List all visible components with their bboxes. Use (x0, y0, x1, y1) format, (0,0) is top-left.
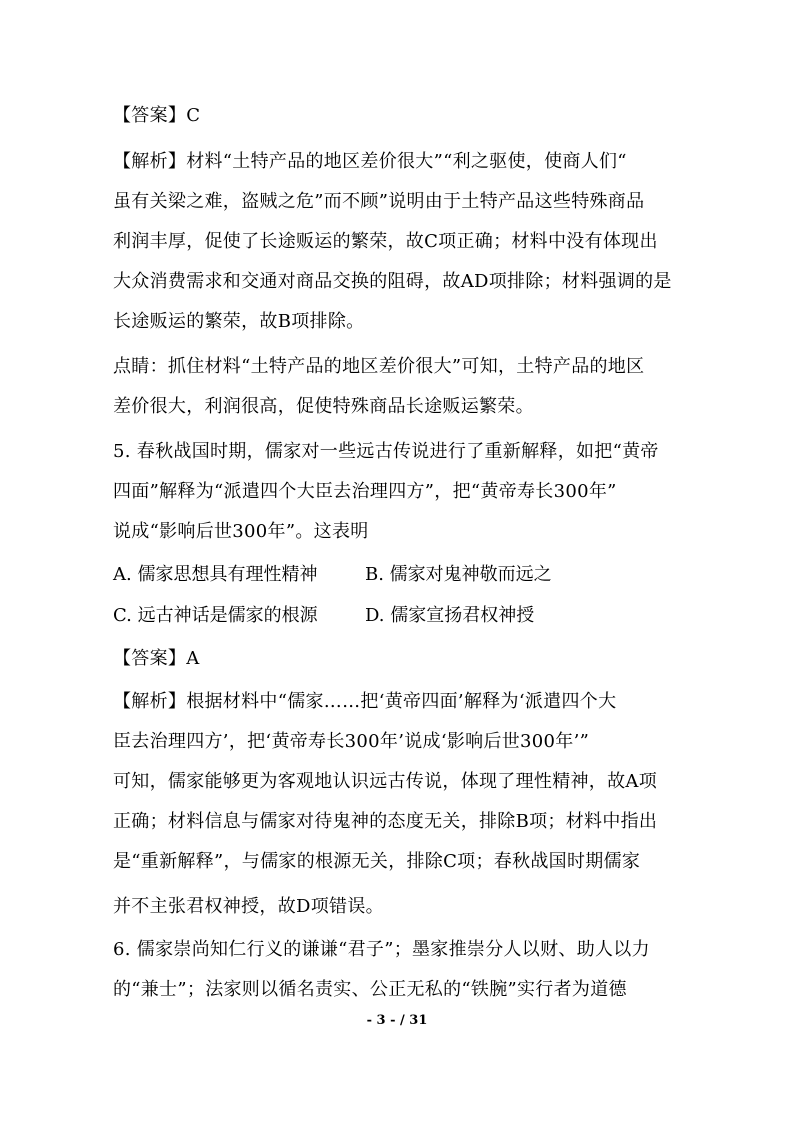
q5-option-c: C. 远古神话是儒家的根源 (113, 605, 318, 626)
q4-tip-line-2: 差价很大，利润很高，促使特殊商品长途贩运繁荣。 (113, 396, 534, 417)
q4-analysis-line-5: 长途贩运的繁荣，故B项排除。 (113, 311, 365, 332)
q5-analysis-line-6: 并不主张君权神授，故D项错误。 (113, 896, 384, 917)
q5-analysis-line-3: 可知，儒家能够更为客观地认识远古传说，体现了理性精神，故A项 (113, 771, 657, 792)
q5-analysis-line-5: 是“重新解释”，与儒家的根源无关，排除C项；春秋战国时期儒家 (113, 851, 641, 872)
q4-tip-line-1: 点睛：抓住材料“土特产品的地区差价很大”可知，土特产品的地区 (113, 356, 645, 377)
q5-answer: 【答案】A (113, 648, 200, 669)
q5-analysis-line-2: 臣去治理四方’，把‘黄帝寿长300年’说成‘影响后世300年’” (113, 731, 590, 752)
q5-stem-line-1: 5. 春秋战国时期，儒家对一些远古传说进行了重新解释，如把“黄帝 (113, 441, 659, 462)
q6-stem-line-2: 的“兼士”；法家则以循名责实、公正无私的“铁腕”实行者为道德 (113, 979, 627, 1000)
q4-analysis-line-2: 虽有关梁之难，盗贼之危”而不顾”说明由于土特产品这些特殊商品 (113, 191, 645, 212)
page-number: - 3 - / 31 (366, 1013, 428, 1028)
q5-analysis-line-4: 正确；材料信息与儒家对待鬼神的态度无关，排除B项；材料中指出 (113, 811, 658, 832)
q5-option-d: D. 儒家宣扬君权神授 (365, 605, 535, 626)
q4-analysis-line-3: 利润丰厚，促使了长途贩运的繁荣，故C项正确；材料中没有体现出 (113, 231, 658, 252)
q5-option-b: B. 儒家对鬼神敬而远之 (365, 564, 552, 585)
q5-option-a: A. 儒家思想具有理性精神 (113, 564, 318, 585)
q5-analysis-line-1: 【解析】根据材料中“儒家……把‘黄帝四面’解释为‘派遣四个大 (113, 691, 617, 712)
q6-stem-line-1: 6. 儒家崇尚知仁行义的谦谦“君子”；墨家推崇分人以财、助人以力 (113, 939, 650, 960)
q4-answer: 【答案】C (113, 105, 201, 126)
q5-stem-line-2: 四面”解释为“派遣四个大臣去治理四方”，把“黄帝寿长300年” (113, 481, 617, 502)
q4-analysis-line-1: 【解析】材料“土特产品的地区差价很大”“利之驱使，使商人们“ (113, 151, 627, 172)
q4-analysis-line-4: 大众消费需求和交通对商品交换的阻碍，故AD项排除；材料强调的是 (113, 271, 672, 292)
q5-stem-line-3: 说成“影响后世300年”。这表明 (113, 521, 369, 542)
